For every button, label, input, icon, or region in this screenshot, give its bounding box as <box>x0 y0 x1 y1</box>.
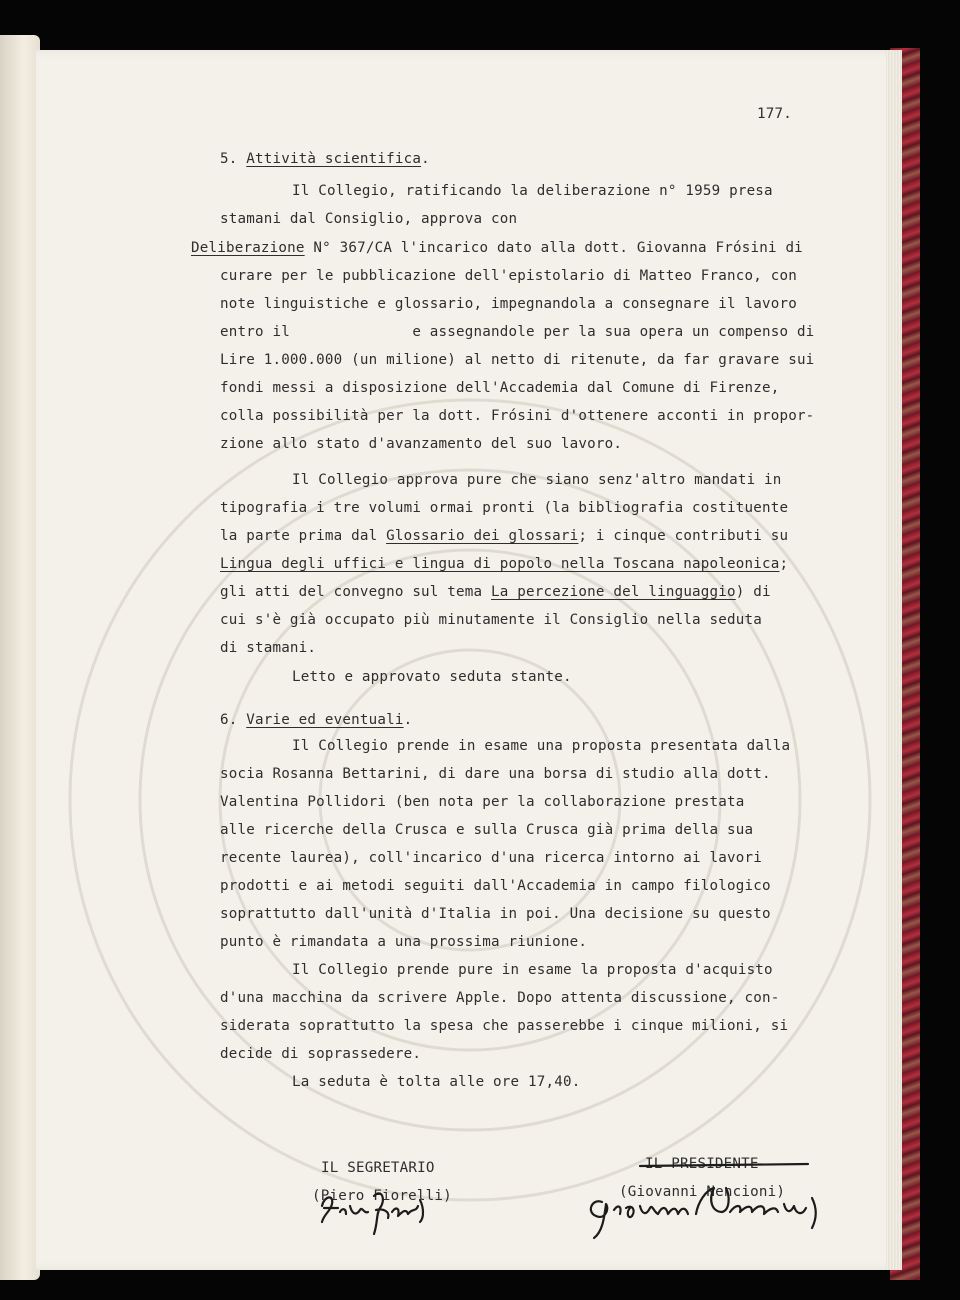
deliberation-text: N° 367/CA l'incarico dato alla dott. Giovanna Frósini di <box>304 240 803 256</box>
section-5-heading <box>220 151 430 167</box>
section-title: Attività scientifica <box>246 151 422 167</box>
text-line: Il Collegio prende pure in esame la proposta d'acquisto <box>292 962 773 978</box>
book-title: La percezione del linguaggio <box>491 584 736 600</box>
president-name: (Giovanni Nencioni) <box>619 1184 786 1200</box>
section-number: 5. <box>220 151 238 167</box>
text-line: prodotti e ai metodi seguiti dall'Accademia in campo filologico <box>220 878 771 894</box>
secretary-title: IL SEGRETARIO <box>321 1160 435 1176</box>
text-line: Il Collegio approva pure che siano senz'altro mandati in <box>292 472 782 488</box>
text-span: ) di <box>735 584 771 600</box>
text-line: siderata soprattutto la spesa che passerebbe i cinque milioni, si <box>220 1018 789 1034</box>
text-line: Il Collegio, ratificando la deliberazione n° 1959 presa <box>292 183 773 199</box>
page-number: 177. <box>757 106 792 122</box>
text-line <box>220 584 771 600</box>
left-page-edge <box>0 35 40 1280</box>
text-line: entro il e assegnandole per la sua opera un compenso di <box>220 324 815 340</box>
page-stack-edge <box>886 50 902 1270</box>
text-line: zione allo stato d'avanzamento del suo lavoro. <box>220 436 623 452</box>
deliberation-line <box>191 240 803 256</box>
section-title: Varie ed eventuali <box>246 712 404 728</box>
text-line: cui s'è già occupato più minutamente il Consiglio nella seduta <box>220 612 762 628</box>
text-span: la parte prima dal <box>220 528 387 544</box>
text-line: fondi messi a disposizione dell'Accademia dal Comune di Firenze, <box>220 380 780 396</box>
text-line: recente laurea), coll'incarico d'una ricerca intorno ai lavori <box>220 850 762 866</box>
text-line: punto è rimandata a una prossima riunione. <box>220 934 588 950</box>
text-line: Letto e approvato seduta stante. <box>292 669 572 685</box>
book-title: Glossario dei glossari <box>386 528 579 544</box>
section-6-heading <box>220 712 412 728</box>
text-span: ; <box>779 556 789 572</box>
book-title: Lingua degli uffici e lingua di popolo nella Toscana napoleonica <box>220 556 780 572</box>
section-title-end: . <box>421 151 430 167</box>
text-line: d'una macchina da scrivere Apple. Dopo attenta discussione, con- <box>220 990 780 1006</box>
text-line: curare per le pubblicazione dell'epistolario di Matteo Franco, con <box>220 268 797 284</box>
text-line: colla possibilità per la dott. Frósini d'ottenere acconti in propor- <box>220 408 815 424</box>
text-line: Valentina Pollidori (ben nota per la collaborazione prestata <box>220 794 745 810</box>
text-line: soprattutto dall'unità d'Italia in poi. Una decisione su questo <box>220 906 771 922</box>
text-line: stamani dal Consiglio, approva con <box>220 211 518 227</box>
text-line: Lire 1.000.000 (un milione) al netto di ritenute, da far gravare sui <box>220 352 815 368</box>
president-title: IL PRESIDENTE <box>645 1156 759 1172</box>
text-line: note linguistiche e glossario, impegnandola a consegnare il lavoro <box>220 296 797 312</box>
text-line <box>220 528 788 544</box>
text-line <box>220 556 788 572</box>
text-span: gli atti del convegno sul tema <box>220 584 491 600</box>
closing-line: La seduta è tolta alle ore 17,40. <box>292 1074 581 1090</box>
secretary-name: (Piero Fiorelli) <box>312 1188 452 1204</box>
text-span: ; i cinque contributi su <box>578 528 789 544</box>
text-line: Il Collegio prende in esame una proposta presentata dalla <box>292 738 791 754</box>
text-line: decide di soprassedere. <box>220 1046 422 1062</box>
text-line: di stamani. <box>220 640 317 656</box>
section-title-end: . <box>403 712 413 728</box>
section-number: 6. <box>220 712 238 728</box>
deliberation-label: Deliberazione <box>191 240 305 256</box>
text-line: socia Rosanna Bettarini, di dare una borsa di studio alla dott. <box>220 766 771 782</box>
text-line: tipografia i tre volumi ormai pronti (la bibliografia costituente <box>220 500 789 516</box>
text-line: alle ricerche della Crusca e sulla Crusca già prima della sua <box>220 822 754 838</box>
